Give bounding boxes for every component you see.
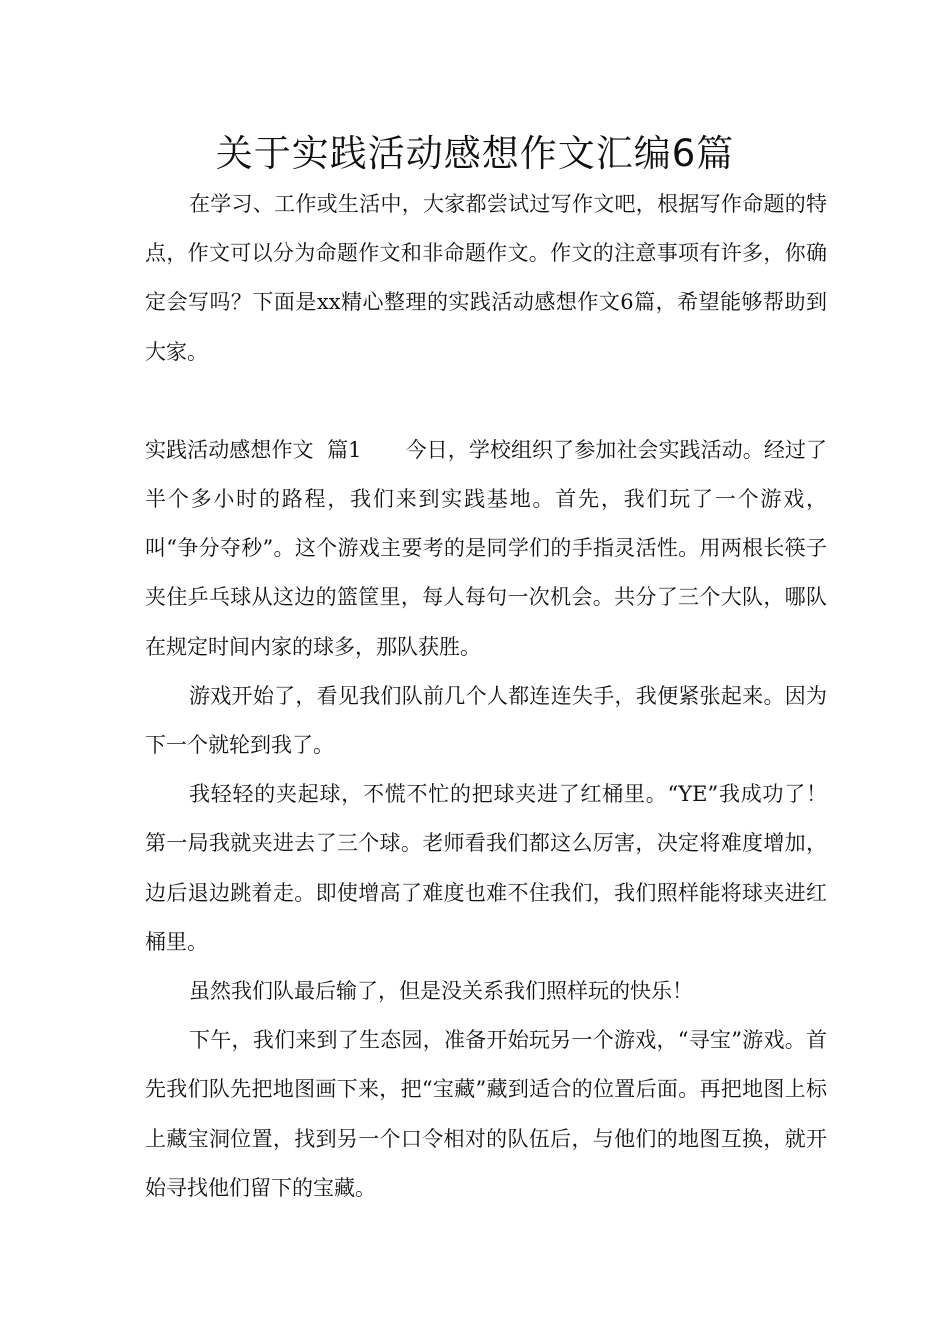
section-1-paragraph-4: 虽然我们队最后输了，但是没关系我们照样玩的快乐！ [189,979,693,1004]
section-1-paragraph-1: 今日，学校组织了参加社会实践活动。经过了半个多小时的路程，我们来到实践基地。首先，我们玩了一个游戏，叫“争分夺秒”。这个游戏主要考的是同学们的手指灵活性。用两根长筷子夹住乒乓球从这边的篮筐里，每人每句一次机会。共分了三个大队，哪队在规定时间内家的球多，那队获胜。 [145,437,828,659]
document-body [145,180,827,1213]
paragraph-gap [145,377,827,426]
section-1-paragraph-3: 我轻轻的夹起球，不慌不忙的把球夹进了红桶里。“YE”我成功了！第一局我就夹进去了三个球。老师看我们都这么厉害，决定将难度增加，边后退边跳着走。即使增高了难度也难不住我们，我们照样能将球夹进红桶里。 [145,782,827,954]
document-title: 关于实践活动感想作文汇编6篇 [215,132,735,175]
section-1-paragraph-5: 下午，我们来到了生态园，准备开始玩另一个游戏，“寻宝”游戏。首先我们队先把地图画下来，把“宝藏”藏到适合的位置后面。再把地图上标上藏宝洞位置，找到另一个口令相对的队伍后，与他们的地图互换，就开始寻找他们留下的宝藏。 [145,1028,827,1200]
section-1-paragraph-2: 游戏开始了，看见我们队前几个人都连连失手，我便紧张起来。因为下一个就轮到我了。 [145,683,827,758]
section-1-first-paragraph [145,426,827,672]
section-1-heading: 实践活动感想作文 篇1 [145,437,362,462]
intro-paragraph: 在学习、工作或生活中，大家都尝试过写作文吧，根据写作命题的特点，作文可以分为命题作文和非命题作文。作文的注意事项有许多，你确定会写吗？下面是xx精心整理的实践活动感想作文6篇，希望能够帮助到大家。 [145,192,827,364]
